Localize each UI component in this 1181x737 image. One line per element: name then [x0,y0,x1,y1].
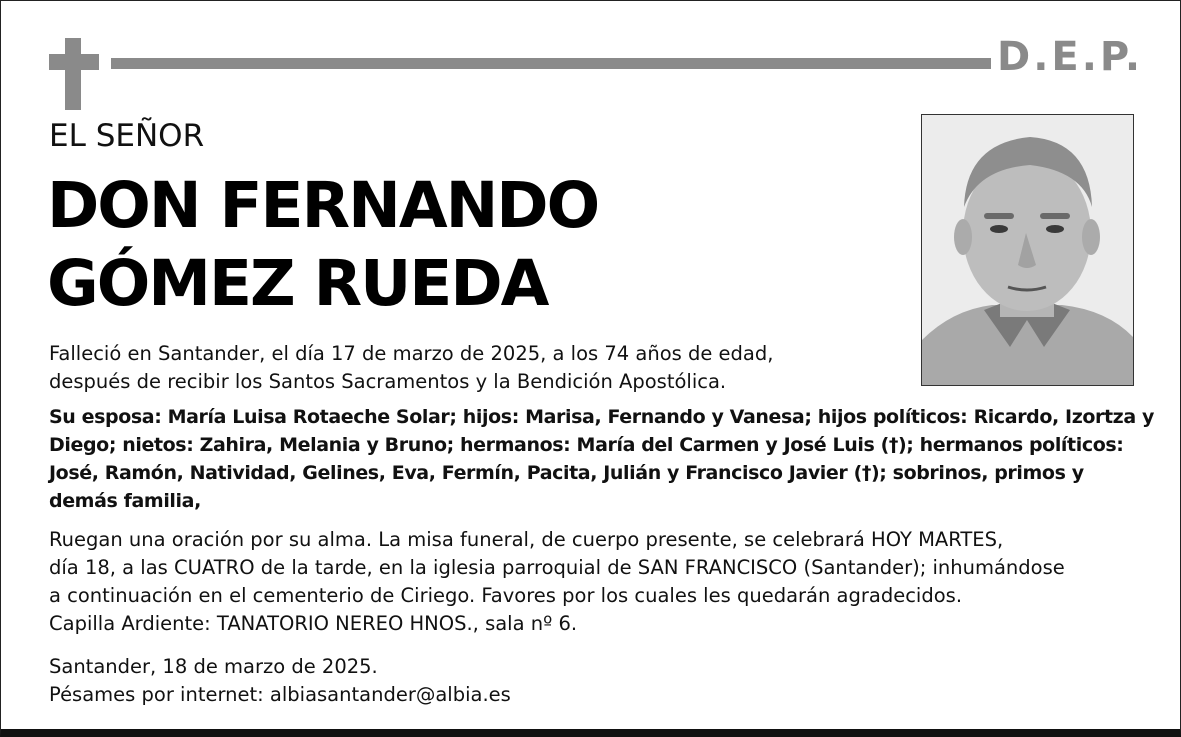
funeral-details [49,526,1149,638]
place-and-date: Santander, 18 de marzo de 2025. [49,655,378,678]
family-list-line-1: Su esposa: María Luisa Rotaeche Solar; hijos: Marisa, Fernando y Vanesa; hijos políticos: Ricardo, Izortza y [49,406,1154,428]
funeral-details-line-2: día 18, a las CUATRO de la tarde, en la iglesia parroquial de SAN FRANCISCO (Santander); inhumándose [49,556,1065,579]
death-announcement [49,340,849,396]
header-rule [111,58,991,69]
funeral-details-line-1: Ruegan una oración por su alma. La misa funeral, de cuerpo presente, se celebrará HOY MARTES, [49,528,1004,551]
cross-icon-arm [49,54,99,70]
family-list-line-3: José, Ramón, Natividad, Gelines, Eva, Fermín, Pacita, Julián y Francisco Javier (†); sobrinos, primos y [49,462,1084,484]
condolences-contact: Pésames por internet: albiasantander@albia.es [49,683,511,706]
family-list-line-2: Diego; nietos: Zahira, Melania y Bruno; hermanos: María del Carmen y José Luis (†); hermanos políticos: [49,434,1124,456]
cross-icon [65,38,81,110]
deceased-title: EL SEÑOR [49,118,205,154]
family-list-line-4: demás familia, [49,490,201,512]
deceased-name-line-1: DON FERNANDO [47,169,599,242]
dep-label: D.E.P. [997,34,1144,80]
deceased-portrait-photo [921,114,1134,386]
funeral-details-line-3: a continuación en el cementerio de Ciriego. Favores por los cuales les quedarán agradecidos. [49,584,963,607]
death-announcement-line-2: después de recibir los Santos Sacramentos y la Bendición Apostólica. [49,370,727,393]
family-list [49,403,1154,515]
deceased-name [47,167,598,323]
death-announcement-line-1: Falleció en Santander, el día 17 de marzo de 2025, a los 74 años de edad, [49,342,774,365]
funeral-details-line-4: Capilla Ardiente: TANATORIO NEREO HNOS., sala nº 6. [49,612,578,635]
deceased-name-line-2: GÓMEZ RUEDA [47,247,548,320]
